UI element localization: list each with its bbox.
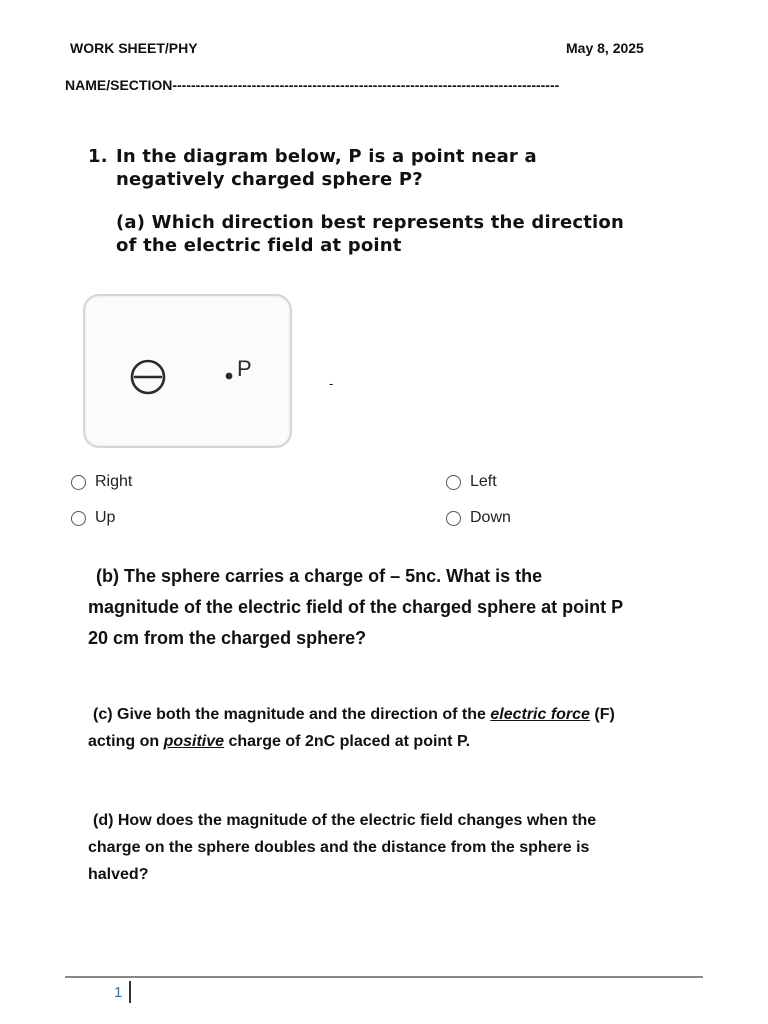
part-c-line-1: (c) Give both the magnitude and the direction of the electric force (F) [93,706,615,723]
option-down-label: Down [470,509,511,526]
part-d [88,807,718,888]
point-p-label: P [237,356,252,381]
question-1 [88,145,708,191]
option-left[interactable] [446,473,497,491]
radio-down[interactable] [446,511,461,526]
part-b-line-2: magnitude of the electric field of the charged sphere at point P [88,597,624,617]
footer-divider [65,976,703,978]
question-line-2: negatively charged sphere P? [116,169,423,190]
part-a-prompt [116,211,716,257]
option-right[interactable] [71,473,132,491]
stray-mark: - [329,376,334,391]
part-a-line-2: of the electric field at point [116,235,402,256]
part-b-line-3: 20 cm from the charged sphere? [88,628,367,648]
part-d-line-1: (d) How does the magnitude of the electric field changes when the [93,812,597,829]
point-p-dot [226,373,233,380]
option-up-label: Up [95,509,116,526]
radio-right[interactable] [71,475,86,490]
question-line-1: In the diagram below, P is a point near a [116,146,537,167]
page-number-bar [129,981,131,1003]
part-b [88,561,718,654]
worksheet-date: May 8, 2025 [566,40,644,56]
charge-diagram [83,294,292,448]
name-section-line: NAME/SECTION----------------------------------------------------------------------------------- [65,77,560,93]
option-down[interactable] [446,509,511,527]
option-left-label: Left [470,473,497,490]
part-b-line-1: (b) The sphere carries a charge of – 5nc. What is the [96,566,543,586]
radio-up[interactable] [71,511,86,526]
part-c-line-2: acting on positive charge of 2nC placed at point P. [88,733,471,750]
option-up[interactable] [71,509,115,527]
diagram-graphic [85,296,290,446]
radio-left[interactable] [446,475,461,490]
part-a-line-1: (a) Which direction best represents the direction [116,212,624,233]
part-d-line-3: halved? [88,866,149,883]
part-c [88,701,718,755]
part-d-line-2: charge on the sphere doubles and the distance from the sphere is [88,839,590,856]
question-number: 1. [88,146,108,167]
negative-sphere-icon [132,361,164,393]
emphasis-positive: positive [163,733,225,750]
emphasis-electric-force: electric force [490,706,590,723]
option-right-label: Right [95,473,133,490]
worksheet-title: WORK SHEET/PHY [70,40,198,56]
page-number: 1 [114,984,123,1001]
